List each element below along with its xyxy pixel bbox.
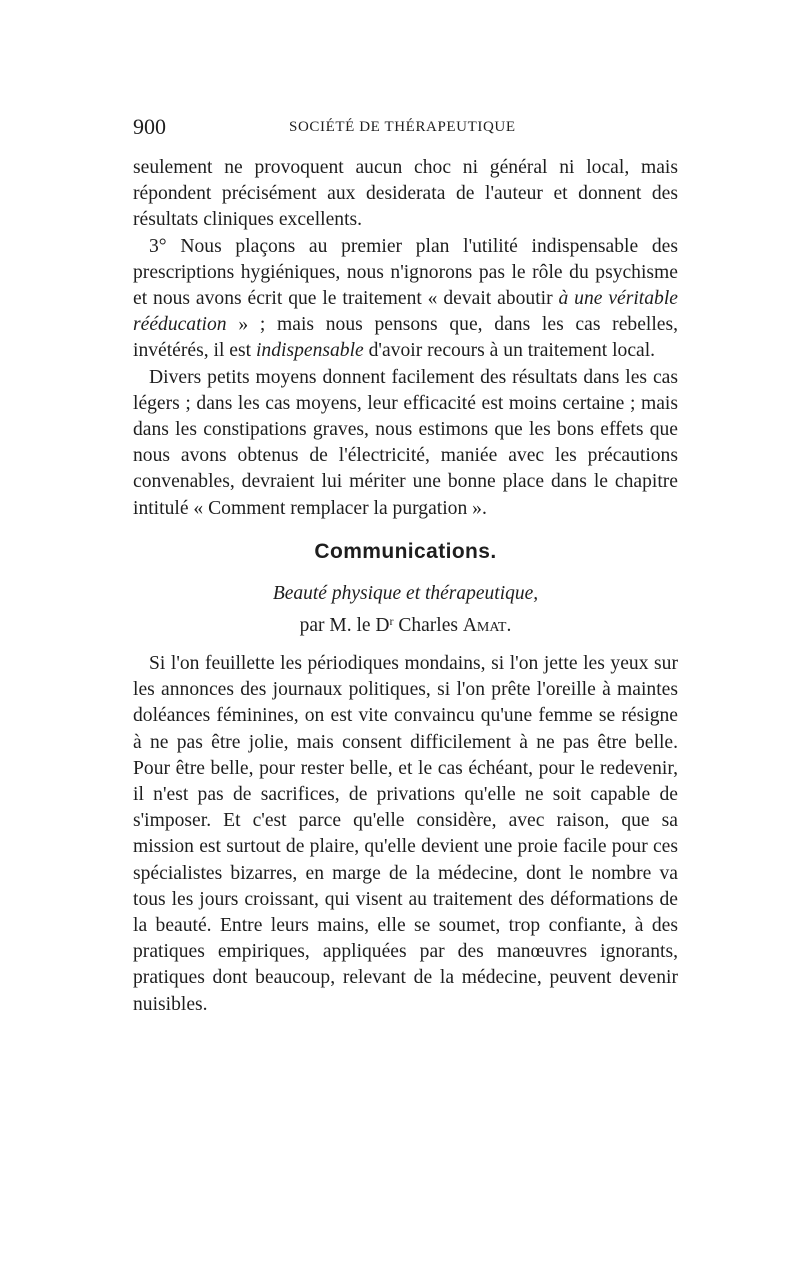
top-text-block: [133, 155, 678, 522]
page-header: [133, 114, 678, 142]
byline-sup: r: [389, 614, 394, 628]
paragraph-point-3: [133, 234, 678, 365]
paragraph-continuation: seulement ne provoquent aucun choc ni général ni local, mais répondent précisément aux desiderata de l'auteur et donnent des résultats cliniques excellents.: [133, 157, 678, 231]
page-number: 900: [133, 114, 166, 139]
byline-prefix: par M. le D: [299, 615, 390, 636]
article-title: Beauté physique et thérapeutique,: [272, 583, 539, 604]
paragraph-point-3-italic-2: indispensable: [255, 340, 364, 362]
paragraph-small-means: Divers petits moyens donnent facilement des résultats dans les cas légers ; dans les cas moyens, leur efficacité est moins certaine ; mais dans les constipations graves, nous estimons que les bons effets que nous avons obtenus de l'électricité, maniée avec les précautions convenables, devraient lui mériter une bonne place dans le chapitre intitulé « Comment remplacer la purgation ».: [133, 366, 678, 519]
byline-surname: Amat.: [462, 615, 512, 636]
article-body: Si l'on feuillette les périodiques mondains, si l'on jette les yeux sur les annonces des journaux politiques, si l'on prête l'oreille à maintes doléances féminines, on est vite convaincu qu'une femme se résigne à ne pas être jolie, mais consent difficilement à ne pas être belle. Pour être belle, pour rester belle, et le cas échéant, pour le redevenir, il n'est pas de sacrifices, de privations qu'elle ne soit capable de s'imposer. Et c'est parce qu'elle considère, avec raison, que sa mission est surtout de plaire, qu'elle devient une proie facile pour ces spécialistes bizarres, en marge de la médecine, dont le nombre va tous les jours croissant, qui visent au traitement des déformations de la beauté. Entre leurs mains, elle se soumet, trop confiante, à des pratiques empiriques, appliquées par des manœuvres ignorants, pratiques dont beaucoup, relevant de la médecine, peuvent devenir nuisibles.: [133, 653, 678, 1015]
paragraph-point-3-middle: » ; mais nous pensons que, dans les cas rebelles, invétérés, il est: [133, 314, 678, 362]
byline-name: Charles: [393, 615, 463, 636]
running-title: SOCIÉTÉ DE THÉRAPEUTIQUE: [289, 119, 516, 135]
article-body-block: [133, 651, 678, 1018]
paragraph-point-3-italic-1: à une véritable rééducation: [133, 288, 678, 336]
paragraph-point-3-after: d'avoir recours à un traitement local.: [363, 340, 656, 362]
paragraph-point-3-before: 3° Nous plaçons au premier plan l'utilité indispensable des prescriptions hygiéniques, nous n'ignorons pas le rôle du psychisme et nous avons écrit que le traitement « devait aboutir: [133, 235, 678, 310]
article-byline: [133, 614, 678, 637]
section-title: Communications.: [314, 540, 497, 563]
